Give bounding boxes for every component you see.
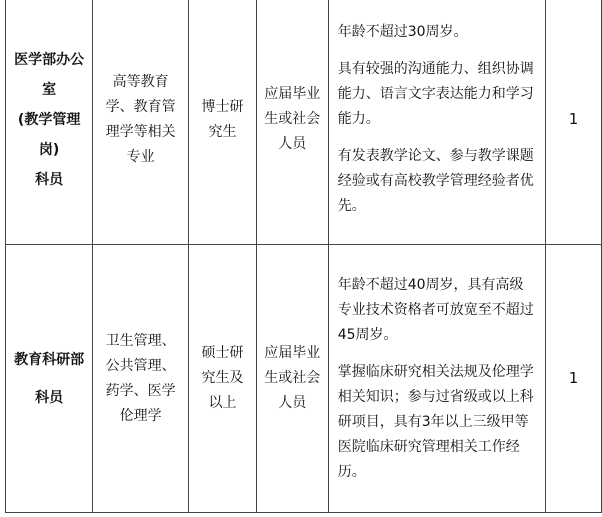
source-text: 应届毕业生或社会人员 [264,86,321,152]
requirement-item: 年龄不超过30周岁。 [337,24,468,40]
major-cell [93,245,189,513]
department-line: 岗) [38,141,60,158]
major-text: 高等教育学、教育管理学等相关专业 [105,73,176,165]
table-row [6,245,602,513]
requirement-item: 年龄不超过40周岁，具有高级专业技术资格者可放宽至不超过45周岁。 [337,276,534,343]
recruitment-table [5,0,602,513]
table-row [6,0,602,245]
department-line: 科员 [35,389,64,406]
requirement-item: 掌握临床研究相关法规及伦理学相关知识；参与过省级或以上科研项目，具有3年以上三级甲等医院临床研究管理相关工作经历。 [337,363,534,480]
department-line: 科员 [35,171,64,188]
source-cell [256,245,328,513]
education-cell [189,0,257,245]
department-line: 教育科研部 [14,351,85,368]
department-line: (教学管理 [17,111,81,128]
source-text: 应届毕业生或社会人员 [264,345,321,411]
department-cell [6,245,93,513]
education-text: 硕士研究生及以上 [201,345,244,411]
requirements-cell [328,245,545,513]
requirements-cell [328,0,545,245]
department-line: 室 [42,81,57,98]
department-line: 医学部办公 [14,51,85,68]
source-cell [256,0,328,245]
major-cell [93,0,189,245]
education-text: 博士研究生 [201,98,244,140]
count-cell: 1 [546,0,602,245]
department-cell [6,0,93,245]
education-cell [189,245,257,513]
requirement-item: 有发表教学论文、参与教学课题经验或有高校教学管理经验者优先。 [337,148,534,214]
count-cell: 1 [546,245,602,513]
requirement-item: 具有较强的沟通能力、组织协调能力、语言文字表达能力和学习能力。 [337,61,534,127]
major-text: 卫生管理、公共管理、药学、医学伦理学 [105,332,176,424]
